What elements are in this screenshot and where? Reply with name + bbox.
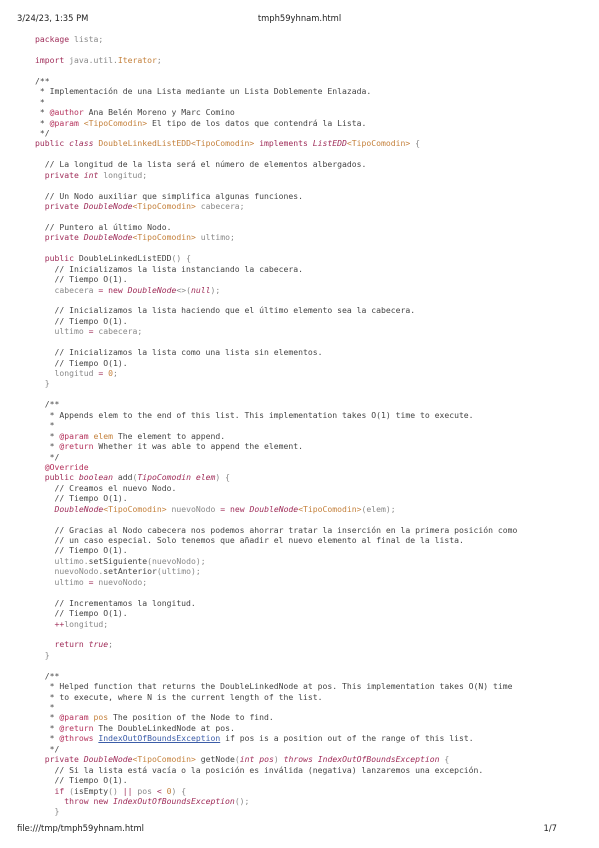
code-token: * bbox=[35, 441, 60, 452]
code-token: El tipo de los datos que contendrá la Lista. bbox=[147, 117, 367, 128]
code-token: setSiguiente bbox=[88, 555, 148, 566]
code-token: true bbox=[88, 639, 109, 650]
code-token: pos bbox=[259, 754, 274, 765]
code-line bbox=[35, 118, 517, 128]
code-token: ) bbox=[273, 754, 284, 765]
code-token: * bbox=[35, 117, 50, 128]
code-token: ListEDD bbox=[312, 138, 347, 149]
code-token: /** bbox=[35, 399, 60, 410]
code-token: @throws bbox=[59, 733, 94, 744]
code-token: cabecera bbox=[35, 284, 99, 295]
code-line bbox=[35, 493, 517, 503]
code-line bbox=[35, 681, 517, 691]
code-line bbox=[35, 295, 517, 305]
code-line bbox=[35, 389, 517, 399]
code-token: * Helped function that returns the DoubleLinkedNode at pos. This implementation takes O(N) time bbox=[35, 681, 513, 692]
code-token: // Incrementamos la longitud. bbox=[35, 597, 196, 608]
code-token: // Creamos el nuevo Nodo. bbox=[35, 482, 177, 493]
code-token: <TipoComodin> bbox=[298, 503, 362, 514]
code-line bbox=[35, 285, 517, 295]
code-line bbox=[35, 733, 517, 743]
code-token: */ bbox=[35, 451, 60, 462]
code-token: <TipoComodin> bbox=[346, 138, 411, 149]
code-line bbox=[35, 525, 517, 535]
code-line bbox=[35, 149, 517, 159]
code-line bbox=[35, 420, 517, 430]
code-line bbox=[35, 201, 517, 211]
code-token: pos bbox=[93, 712, 109, 723]
code-token: // Tiempo O(1). bbox=[35, 608, 128, 619]
code-token: */ bbox=[35, 127, 50, 138]
code-line bbox=[35, 472, 517, 482]
code-line bbox=[35, 128, 517, 138]
code-token: class bbox=[69, 138, 94, 149]
code-line bbox=[35, 441, 517, 451]
code-line bbox=[35, 639, 517, 649]
code-token: DoubleNode bbox=[83, 232, 133, 243]
code-token: ( bbox=[234, 754, 240, 765]
code-line bbox=[35, 222, 517, 232]
code-token: // Tiempo O(1). bbox=[35, 775, 128, 786]
code-token: /** bbox=[35, 75, 50, 86]
code-token: (); bbox=[234, 795, 250, 806]
code-token: null bbox=[190, 284, 211, 295]
code-token: // Tiempo O(1). bbox=[35, 315, 128, 326]
code-line bbox=[35, 786, 517, 796]
code-line bbox=[35, 358, 517, 368]
code-token: // Un Nodo auxiliar que simplifica algunas funciones. bbox=[35, 190, 304, 201]
code-token: DoubleNode bbox=[83, 201, 133, 211]
code-token: * bbox=[35, 712, 60, 723]
code-token: // La longitud de la lista será el número de elementos albergados. bbox=[35, 159, 367, 170]
code-token: nuevoNodo. bbox=[35, 566, 104, 577]
code-line bbox=[35, 587, 517, 597]
code-token: DoubleNode bbox=[127, 284, 177, 295]
code-token: () bbox=[108, 785, 123, 796]
code-token: = bbox=[98, 368, 104, 378]
code-token: * Appends elem to the end of this list. This implementation takes O(1) time to execute. bbox=[35, 409, 474, 420]
code-token: } bbox=[35, 378, 50, 389]
code-token: DoubleLinkedListEDD<TipoComodin> bbox=[98, 138, 255, 149]
code-token: implements bbox=[259, 138, 308, 149]
code-token: * bbox=[35, 420, 55, 431]
code-token: <>( bbox=[176, 284, 191, 295]
code-token: Ana Belén Moreno y Marc Comino bbox=[83, 107, 235, 118]
source-code-block bbox=[35, 34, 517, 817]
code-line bbox=[35, 264, 517, 274]
print-header-title: tmph59yhnam.html bbox=[257, 13, 342, 23]
code-token: || bbox=[122, 785, 133, 796]
code-token: } bbox=[35, 649, 50, 660]
code-token: 0 bbox=[108, 368, 113, 378]
code-token: <TipoComodin> bbox=[132, 201, 196, 211]
code-line bbox=[35, 462, 517, 472]
code-token: @param bbox=[59, 430, 89, 441]
code-line bbox=[35, 55, 517, 65]
code-token: package bbox=[35, 34, 70, 44]
code-line bbox=[35, 806, 517, 816]
code-token: <TipoComodin> bbox=[132, 232, 196, 243]
code-token: if pos is a position out of the range of this list. bbox=[220, 733, 474, 744]
code-token: throws bbox=[283, 754, 313, 765]
code-token: ) { bbox=[215, 472, 230, 483]
code-token: * bbox=[35, 430, 60, 441]
code-token: ultimo. bbox=[35, 555, 89, 566]
code-token: boolean bbox=[78, 472, 113, 483]
code-token: < bbox=[156, 785, 162, 796]
code-token: * bbox=[35, 702, 55, 712]
code-line bbox=[35, 326, 517, 336]
code-token: add bbox=[117, 472, 133, 483]
code-token: IndexOutOfBoundsException bbox=[112, 795, 235, 806]
code-token: if bbox=[35, 785, 65, 796]
print-footer-page-number: 1/7 bbox=[543, 823, 557, 833]
code-line bbox=[35, 577, 517, 587]
code-line bbox=[35, 556, 517, 566]
code-token: The DoubleLinkedNode at pos. bbox=[93, 722, 235, 733]
code-token: // Tiempo O(1). bbox=[35, 493, 128, 504]
code-token: ultimo bbox=[35, 326, 89, 337]
code-line bbox=[35, 159, 517, 169]
code-line bbox=[35, 598, 517, 608]
code-line bbox=[35, 566, 517, 576]
code-line bbox=[35, 170, 517, 180]
code-token: ++ bbox=[35, 618, 65, 629]
code-token: @param bbox=[49, 117, 79, 128]
code-token: DoubleNode bbox=[83, 754, 133, 765]
code-token: @Override bbox=[35, 461, 89, 472]
code-line bbox=[35, 744, 517, 754]
code-line bbox=[35, 191, 517, 201]
code-token: ; bbox=[156, 54, 162, 65]
code-token: */ bbox=[35, 743, 60, 754]
code-line bbox=[35, 483, 517, 493]
code-line bbox=[35, 712, 517, 722]
code-token: return bbox=[35, 639, 84, 650]
code-line bbox=[35, 337, 517, 347]
code-line bbox=[35, 76, 517, 86]
code-token: // Inicializamos la lista como una lista sin elementos. bbox=[35, 347, 323, 358]
code-token: longitud; bbox=[64, 618, 109, 629]
code-token: <TipoComodin> bbox=[103, 503, 167, 514]
code-token: (elem); bbox=[361, 503, 396, 514]
code-token: import bbox=[35, 54, 65, 65]
code-token: new bbox=[229, 503, 245, 514]
code-token: // Tiempo O(1). bbox=[35, 357, 128, 368]
code-line bbox=[35, 253, 517, 263]
code-line bbox=[35, 608, 517, 618]
code-line bbox=[35, 619, 517, 629]
code-token: } bbox=[35, 806, 60, 817]
code-token: = bbox=[88, 576, 94, 587]
code-line bbox=[35, 671, 517, 681]
code-token: <TipoComodin> bbox=[83, 117, 148, 128]
code-token: /** bbox=[35, 670, 60, 681]
code-token: @return bbox=[59, 441, 94, 452]
code-token: @author bbox=[49, 107, 84, 118]
code-token: (ultimo); bbox=[156, 566, 201, 577]
code-token: public bbox=[35, 138, 65, 149]
code-token: ); bbox=[210, 284, 221, 295]
code-line bbox=[35, 431, 517, 441]
code-line bbox=[35, 545, 517, 555]
code-line bbox=[35, 44, 517, 54]
code-token: // Puntero al último Nodo. bbox=[35, 221, 172, 232]
code-line bbox=[35, 34, 517, 44]
code-token: IndexOutOfBoundsException bbox=[317, 754, 440, 765]
code-token: = bbox=[98, 284, 104, 295]
code-line bbox=[35, 504, 517, 514]
code-token: longitud bbox=[35, 368, 99, 378]
code-token: nuevoNodo bbox=[166, 503, 221, 514]
code-line bbox=[35, 97, 517, 107]
code-line bbox=[35, 232, 517, 242]
code-token: () { bbox=[171, 253, 191, 264]
code-line bbox=[35, 754, 517, 764]
code-token: 0 bbox=[166, 785, 172, 796]
code-token: getNode bbox=[200, 754, 235, 765]
code-line bbox=[35, 660, 517, 670]
code-token: longitud; bbox=[98, 169, 148, 180]
code-token: @return bbox=[59, 722, 94, 733]
code-token: * bbox=[35, 722, 60, 733]
code-token: cabecera; bbox=[93, 326, 143, 337]
code-line bbox=[35, 305, 517, 315]
code-token: DoubleNode bbox=[249, 503, 299, 514]
code-token: public bbox=[35, 253, 74, 264]
code-line bbox=[35, 274, 517, 284]
code-token: int bbox=[239, 754, 255, 765]
code-line bbox=[35, 702, 517, 712]
code-token: { bbox=[410, 138, 421, 149]
code-token: { bbox=[439, 754, 450, 765]
code-line bbox=[35, 452, 517, 462]
code-token: DoubleLinkedListEDD bbox=[78, 253, 172, 264]
code-line bbox=[35, 650, 517, 660]
code-line bbox=[35, 138, 517, 148]
code-line bbox=[35, 211, 517, 221]
code-token: elem bbox=[195, 472, 216, 483]
code-token: <TipoComodin> bbox=[132, 754, 196, 765]
code-line bbox=[35, 378, 517, 388]
code-token: private bbox=[35, 754, 79, 765]
code-line bbox=[35, 86, 517, 96]
code-token: throw bbox=[35, 795, 89, 806]
code-token: * Implementación de una Lista mediante un Lista Doblemente Enlazada. bbox=[35, 86, 372, 97]
code-token: TipoComodin bbox=[137, 472, 191, 483]
code-line bbox=[35, 347, 517, 357]
code-token: ultimo bbox=[35, 576, 89, 587]
code-line bbox=[35, 410, 517, 420]
code-token: * bbox=[35, 96, 45, 107]
code-token: ) { bbox=[171, 785, 187, 796]
code-line bbox=[35, 514, 517, 524]
code-token: = bbox=[88, 326, 94, 337]
code-token: ultimo; bbox=[195, 232, 235, 243]
code-line bbox=[35, 796, 517, 806]
code-token: elem bbox=[93, 430, 113, 441]
code-token: Iterator bbox=[117, 54, 157, 65]
code-line bbox=[35, 107, 517, 117]
code-token: // Gracias al Nodo cabecera nos podemos ahorrar tratar la inserción en la primera posición como bbox=[35, 524, 518, 535]
code-token: nuevoNodo; bbox=[93, 576, 148, 587]
code-line bbox=[35, 316, 517, 326]
code-token: DoubleNode bbox=[35, 503, 104, 514]
code-token: = bbox=[220, 503, 226, 514]
code-token: ( bbox=[64, 785, 74, 796]
code-token: setAnterior bbox=[103, 566, 157, 577]
code-line bbox=[35, 692, 517, 702]
code-token: cabecera; bbox=[195, 201, 245, 211]
code-token: // Si la lista está vacía o la posición es inválida (negativa) lanzaremos una excepción. bbox=[35, 764, 484, 775]
code-token: The element to append. bbox=[113, 430, 226, 441]
code-token: @param bbox=[59, 712, 89, 723]
code-token: ( bbox=[132, 472, 138, 483]
code-token: Whether it was able to append the element. bbox=[93, 441, 304, 452]
code-token: // Inicializamos la lista haciendo que el último elemento sea la cabecera. bbox=[35, 305, 416, 316]
code-token: // Tiempo O(1). bbox=[35, 274, 128, 285]
code-line bbox=[35, 65, 517, 75]
code-line bbox=[35, 765, 517, 775]
code-line bbox=[35, 723, 517, 733]
code-line bbox=[35, 399, 517, 409]
code-token: private bbox=[35, 201, 79, 211]
code-token: * to execute, where N is the current length of the list. bbox=[35, 691, 323, 702]
code-token: pos bbox=[132, 785, 157, 796]
code-line bbox=[35, 368, 517, 378]
code-token: (nuevoNodo); bbox=[147, 555, 206, 566]
code-token: * bbox=[35, 107, 50, 118]
code-token: isEmpty bbox=[74, 785, 109, 796]
code-token: new bbox=[93, 795, 109, 806]
code-token: public bbox=[35, 472, 74, 483]
print-footer-url: file:///tmp/tmph59yhnam.html bbox=[17, 823, 144, 833]
code-token: // Inicializamos la lista instanciando la cabecera. bbox=[35, 263, 304, 274]
code-token: private bbox=[35, 169, 79, 180]
code-line bbox=[35, 535, 517, 545]
code-doc-link[interactable]: IndexOutOfBoundsException bbox=[98, 733, 221, 744]
code-token: int bbox=[83, 169, 99, 180]
code-token: * bbox=[35, 733, 60, 744]
code-token: // un caso especial. Solo tenemos que añadir el nuevo elemento al final de la lista. bbox=[35, 535, 464, 545]
code-line bbox=[35, 243, 517, 253]
code-token: ; bbox=[108, 639, 113, 650]
code-token: java.util. bbox=[64, 54, 118, 65]
code-line bbox=[35, 180, 517, 190]
code-token: ; bbox=[112, 368, 118, 378]
code-token: The position of the Node to find. bbox=[108, 712, 274, 723]
code-token: lista; bbox=[69, 34, 104, 44]
print-header-datetime: 3/24/23, 1:35 PM bbox=[17, 13, 89, 23]
code-token: // Tiempo O(1). bbox=[35, 545, 128, 556]
code-token: new bbox=[108, 284, 123, 295]
code-line bbox=[35, 775, 517, 785]
code-token: private bbox=[35, 232, 79, 243]
code-line bbox=[35, 629, 517, 639]
